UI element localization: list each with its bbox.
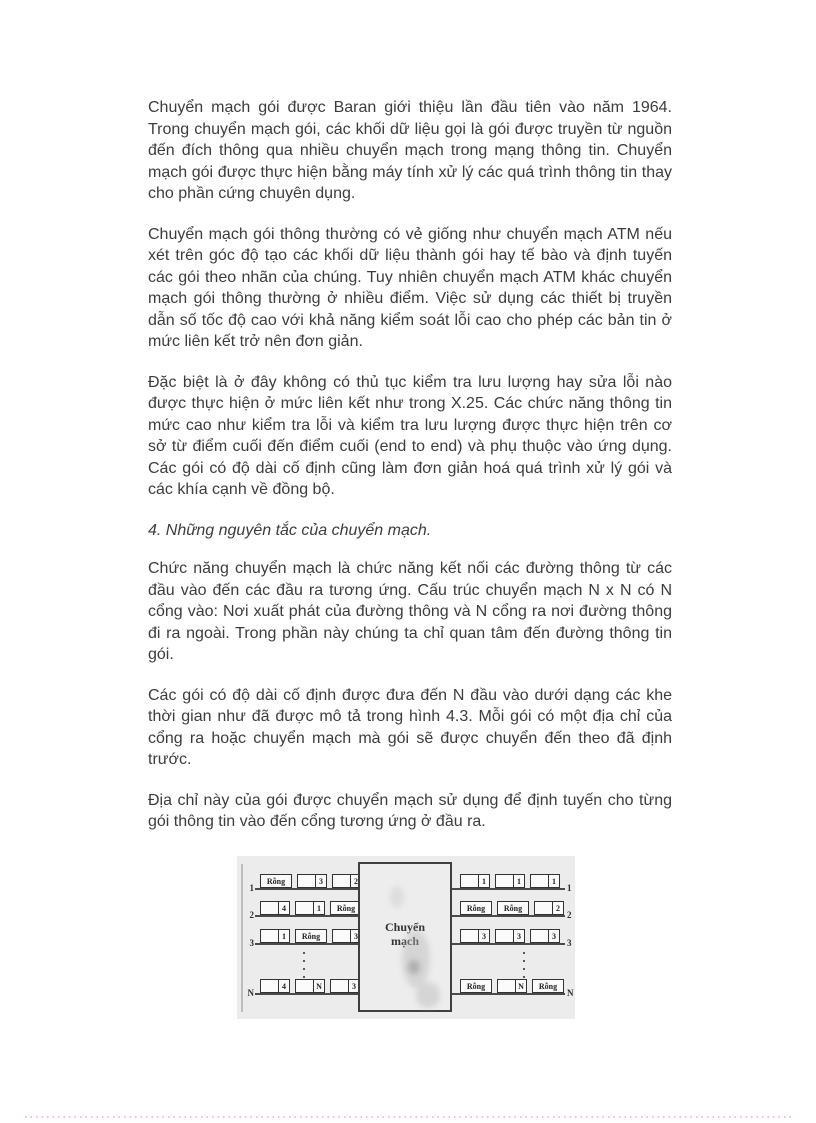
output-port-number: N <box>567 988 574 998</box>
output-line-1 <box>452 874 578 893</box>
packet-slot-empty <box>260 874 292 888</box>
scan-smudge <box>416 982 440 1008</box>
packet-slot <box>295 979 325 993</box>
packet-body <box>296 902 313 914</box>
packet-slot <box>460 929 490 943</box>
paragraph-5: Các gói có độ dài cố định được đưa đến N đầu vào dưới dạng các khe thời gian như đã được mô tả trong hình 4.3. Mỗi gói có một địa chỉ của cổng ra hoặc chuyển mạch mà gói sẽ được chuyển đến theo đã định trước. <box>148 686 672 768</box>
empty-slot-label: Rỗng <box>538 981 558 991</box>
time-slot-strip <box>452 929 565 945</box>
packet-slot <box>297 874 327 888</box>
packet-body <box>535 902 552 914</box>
empty-slot-label: Rỗng <box>466 981 486 991</box>
output-line-3 <box>452 929 578 948</box>
time-slot-strip <box>255 874 365 890</box>
input-line-1 <box>243 874 365 893</box>
empty-slot-label: Rỗng <box>301 931 321 941</box>
input-line-N <box>243 979 365 998</box>
packet-address-label: 1 <box>513 875 524 887</box>
page-break-dotted-line <box>25 1116 793 1118</box>
output-port-number: 3 <box>567 938 572 948</box>
empty-slot-label: Rỗng <box>336 903 356 913</box>
packet-body <box>296 980 313 992</box>
packet-body <box>261 930 278 942</box>
paragraph-2: Chuyển mạch gói thông thường có vẻ giống như chuyển mạch ATM nếu xét trên góc độ tạo các khối dữ liệu thành gói hay tế bào và định tuyến các gói theo nhãn của chúng. Tuy nhiên chuyển mạch ATM khác chuyển mạch gói thông thường ở nhiều điểm. Việc sử dụng các thiết bị truyền dẫn số tốc độ cao với khả năng kiểm soát lỗi cao cho phép các bản tin ở mức liên kết trở nên đơn giản. <box>148 225 672 350</box>
time-slot-strip <box>255 929 365 945</box>
packet-body <box>261 980 278 992</box>
output-line-2 <box>452 901 578 920</box>
packet-address-label: N <box>313 980 324 992</box>
packet-slot <box>530 874 560 888</box>
vertical-ellipsis-right <box>523 952 525 978</box>
output-port-number: 1 <box>567 883 572 893</box>
output-line-N <box>452 979 578 998</box>
time-slot-strip <box>452 901 565 917</box>
packet-address-label: 2 <box>350 875 361 887</box>
packet-slot <box>495 929 525 943</box>
text-block <box>148 97 672 852</box>
packet-address-label: 4 <box>278 980 289 992</box>
packet-body <box>498 980 515 992</box>
time-slot-strip <box>452 874 565 890</box>
packet-slot <box>260 929 290 943</box>
switch-label-line2: mạch <box>391 934 419 948</box>
packet-address-label: 3 <box>348 980 359 992</box>
packet-slot <box>534 901 564 915</box>
scan-smudge <box>408 960 420 974</box>
output-port-number: 2 <box>567 910 572 920</box>
packet-slot <box>295 901 325 915</box>
packet-body <box>461 930 478 942</box>
time-slot-strip <box>255 979 365 995</box>
empty-slot-label: Rỗng <box>466 903 486 913</box>
packet-address-label: N <box>515 980 526 992</box>
packet-body <box>333 930 350 942</box>
switch-label-line1: Chuyển <box>384 920 425 934</box>
paragraph-3: Đặc biệt là ở đây không có thủ tục kiểm tra lưu lượng hay sửa lỗi nào được thực hiện ở mức liên kết như trong X.25. Các chức năng thông tin mức cao như kiểm tra lỗi và kiểm tra lưu lượng được thực hiện trên cơ sở từ điểm cuối đến điểm cuối (end to end) và phụ thuộc vào ứng dụng. Các gói có độ dài cố định cũng làm đơn giản hoá quá trình xử lý gói và các khía cạnh về đồng bộ. <box>148 373 672 498</box>
switch-box-label <box>360 864 450 948</box>
empty-slot-label: Rỗng <box>266 876 286 886</box>
packet-slot-empty <box>532 979 564 993</box>
input-line-3 <box>243 929 365 948</box>
packet-address-label: 1 <box>478 875 489 887</box>
packet-address-label: 3 <box>548 930 559 942</box>
paragraph-6: Địa chỉ này của gói được chuyển mạch sử dụng để định tuyến cho từng gói thông tin vào đến cổng tương ứng ở đầu ra. <box>148 791 672 830</box>
packet-address-label: 3 <box>513 930 524 942</box>
section-heading: 4. Những nguyên tắc của chuyển mạch. <box>148 521 432 539</box>
empty-slot-label: Rỗng <box>503 903 523 913</box>
packet-slot-empty <box>460 901 492 915</box>
packet-address-label: 4 <box>278 902 289 914</box>
packet-slot <box>460 874 490 888</box>
packet-slot <box>530 929 560 943</box>
packet-slot-empty <box>460 979 492 993</box>
packet-body <box>496 930 513 942</box>
packet-slot <box>495 874 525 888</box>
packet-address-label: 1 <box>548 875 559 887</box>
packet-address-label: 3 <box>478 930 489 942</box>
input-line-2 <box>243 901 365 920</box>
vertical-ellipsis-left <box>303 952 305 978</box>
packet-address-label: 1 <box>278 930 289 942</box>
packet-body <box>331 980 348 992</box>
paragraph-4: Chức năng chuyển mạch là chức năng kết nối các đường thông từ các đầu vào đến các đầu ra tương ứng. Cấu trúc chuyển mạch N x N có N cổng vào: Nơi xuất phát của đường thông và N cổng ra nơi đường thông đi ra ngoài. Trong phần này chúng ta chỉ quan tâm đến đường thông tin gói. <box>148 560 672 663</box>
time-slot-strip <box>255 901 365 917</box>
packet-address-label: 2 <box>552 902 563 914</box>
packet-slot <box>260 979 290 993</box>
packet-body <box>461 875 478 887</box>
paragraph-1: Chuyển mạch gói được Baran giới thiệu lần đầu tiên vào năm 1964. Trong chuyển mạch gói, các khối dữ liệu gọi là gói được truyền từ nguồn đến đích thông qua nhiều chuyển mạch trong mạng thông tin. Chuyển mạch gói được thực hiện bằng máy tính xử lý các quá trình thông tin thay cho phần cứng chuyên dụng. <box>148 99 672 202</box>
input-port-number: 2 <box>249 910 254 920</box>
figure-switching-diagram <box>237 856 575 1019</box>
packet-address-label: 1 <box>313 902 324 914</box>
input-port-number: 1 <box>249 883 254 893</box>
packet-slot <box>497 979 527 993</box>
packet-body <box>261 902 278 914</box>
input-port-number: 3 <box>249 938 254 948</box>
packet-slot-empty <box>295 929 327 943</box>
time-slot-strip <box>452 979 565 995</box>
packet-address-label: 3 <box>350 930 361 942</box>
packet-body <box>496 875 513 887</box>
packet-slot <box>260 901 290 915</box>
scan-smudge <box>390 886 404 908</box>
packet-body <box>333 875 350 887</box>
input-port-number: N <box>247 988 254 998</box>
packet-body <box>531 930 548 942</box>
packet-address-label: 3 <box>315 875 326 887</box>
scan-smudge <box>402 930 430 988</box>
packet-slot-empty <box>497 901 529 915</box>
packet-body <box>531 875 548 887</box>
packet-body <box>298 875 315 887</box>
packet-slot <box>330 979 360 993</box>
switch-box <box>358 862 452 1012</box>
